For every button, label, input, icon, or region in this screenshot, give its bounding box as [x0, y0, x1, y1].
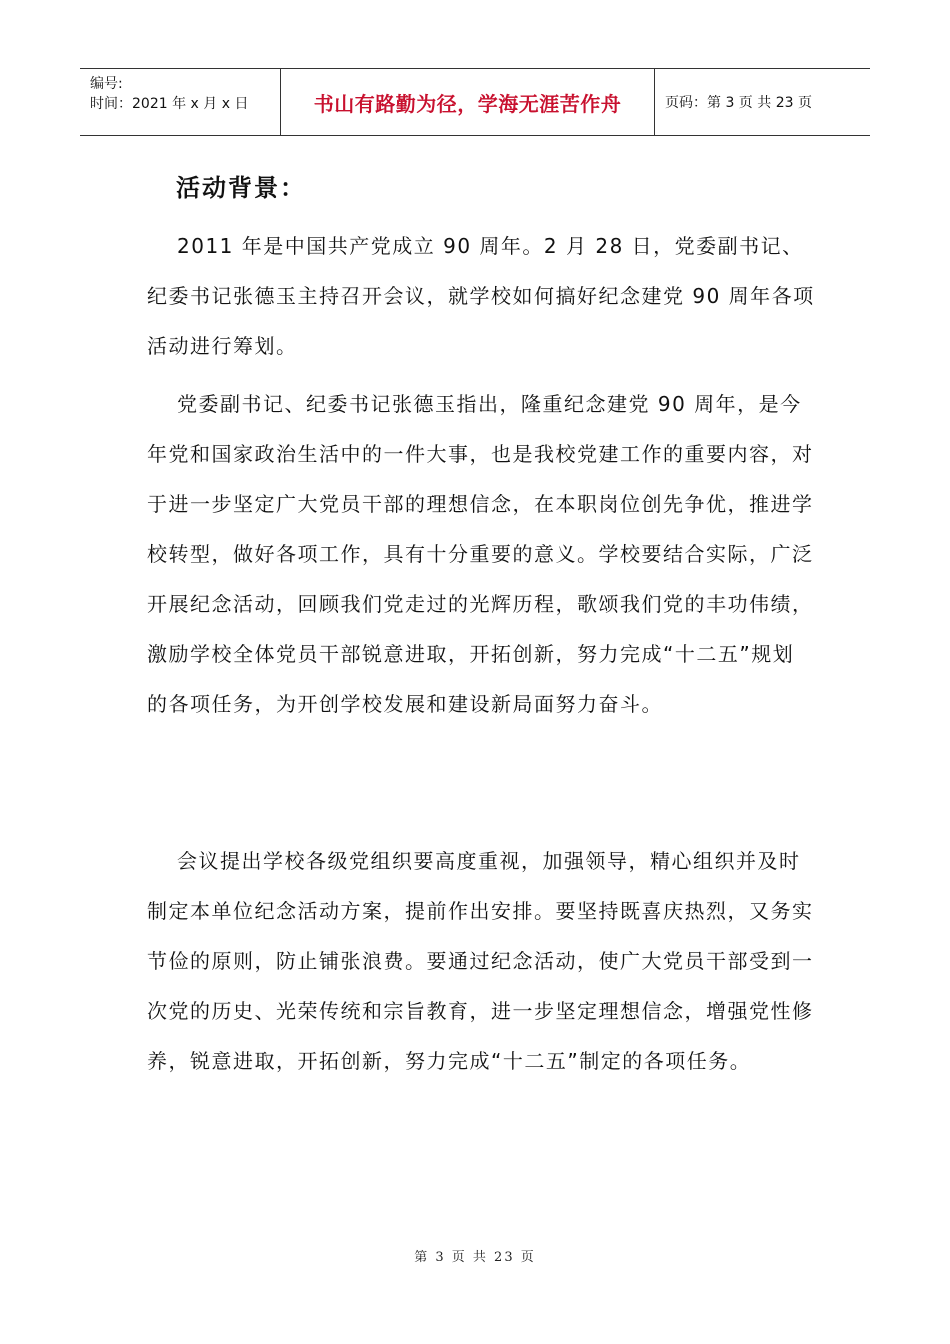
time-label: 时间：2021 年 x 月 x 日 [90, 96, 249, 112]
paragraph: 党委副书记、纪委书记张德玉指出，隆重纪念建党 90 周年，是今年党和国家政治生活中的一件大事，也是我校党建工作的重要内容，对于进一步坚定广大党员干部的理想信念，在本职岗位创先争优，推进学校转型，做好各项工作，具有十分重要的意义。学校要结合实际，广泛开展纪念活动，回顾我们党走过的光辉历程，歌颂我们党的丰功伟绩，激励学校全体党员干部锐意进取，开拓创新，努力完成“十二五”规划的各项任务，为开创学校发展和建设新局面努力奋斗。 [147, 392, 814, 716]
header-page-cell [655, 69, 870, 135]
page-info: 页码：第 3 页 共 23 页 [665, 95, 812, 111]
serial-label: 编号: [90, 76, 123, 92]
page-footer: 第 3 页 共 23 页 [414, 1250, 536, 1265]
header-motto-cell [281, 69, 655, 135]
paragraph: 会议提出学校各级党组织要高度重视，加强领导，精心组织并及时制定本单位纪念活动方案，提前作出安排。要坚持既喜庆热烈，又务实节俭的原则，防止铺张浪费。要通过纪念活动，使广大党员干部受到一次党的历史、光荣传统和宗旨教育，进一步坚定理想信念，增强党性修养，锐意进取，开拓创新，努力完成“十二五”制定的各项任务。 [147, 849, 814, 1073]
paragraph-1-block [147, 221, 815, 371]
motto-text: 书山有路勤为径，学海无涯苦作舟 [313, 91, 622, 116]
paragraph-2-block [147, 379, 815, 729]
paragraph: 2011 年是中国共产党成立 90 周年。2 月 28 日，党委副书记、纪委书记张德玉主持召开会议，就学校如何搞好纪念建党 90 周年各项活动进行筹划。 [147, 234, 815, 358]
paragraph-3-block [147, 836, 815, 1086]
header-meta-cell [80, 69, 281, 135]
document-header [80, 68, 870, 136]
section-title: 活动背景： [176, 174, 306, 202]
